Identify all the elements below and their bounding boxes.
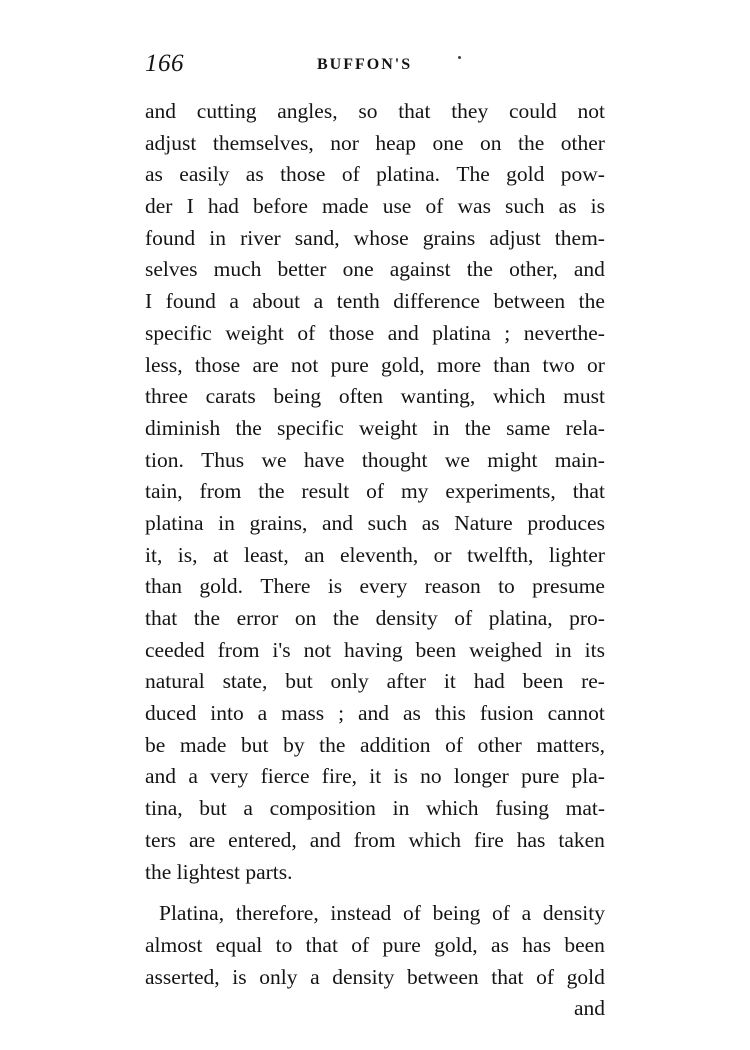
word: its — [584, 637, 605, 662]
word: which — [492, 384, 546, 409]
word: been — [564, 932, 605, 957]
word: weighed — [469, 637, 542, 662]
word: has — [516, 827, 546, 852]
word: has — [522, 932, 551, 957]
word: sand, — [294, 225, 340, 250]
word: equal — [215, 932, 263, 957]
word: between — [406, 964, 479, 989]
text-line — [145, 825, 605, 857]
word: in — [218, 510, 235, 535]
word: that — [491, 964, 524, 989]
word: three — [145, 384, 188, 409]
word: state, — [222, 669, 268, 694]
word: must — [563, 384, 605, 409]
word: between — [493, 289, 566, 314]
word: other — [560, 130, 605, 155]
text-line — [145, 508, 605, 540]
word: or — [587, 352, 605, 377]
word: re- — [581, 669, 605, 694]
word: is — [232, 964, 247, 989]
word: fusion — [479, 701, 534, 726]
word: found — [165, 289, 216, 314]
word: a — [310, 964, 320, 989]
text-line — [145, 476, 605, 508]
word: those — [194, 352, 241, 377]
word: ; — [338, 701, 345, 726]
word: difference — [393, 289, 480, 314]
word: cutting — [196, 99, 257, 123]
word: be — [145, 732, 166, 757]
word: them- — [554, 225, 605, 250]
word: in — [209, 225, 226, 250]
text-line — [145, 930, 605, 962]
word: parts. — [245, 859, 293, 884]
text-line — [145, 635, 605, 667]
word: presume — [532, 574, 605, 599]
word: is — [393, 764, 408, 789]
word: from — [353, 827, 396, 852]
text-line — [145, 761, 605, 793]
word: i's — [272, 637, 291, 662]
word: was — [457, 194, 491, 219]
text-line — [145, 350, 605, 382]
word: made — [322, 194, 369, 219]
word: an — [304, 542, 325, 567]
word: the — [319, 732, 346, 757]
word: which — [425, 796, 479, 821]
word: reason — [424, 574, 481, 599]
word: the — [145, 859, 172, 884]
word: often — [338, 384, 383, 409]
word: density — [542, 901, 605, 926]
word: produces — [527, 510, 605, 535]
word: being — [432, 901, 481, 926]
word: as — [245, 162, 264, 187]
word: gold, — [381, 352, 425, 377]
word: than — [145, 574, 183, 599]
word: is — [327, 574, 343, 599]
word: of — [454, 606, 473, 630]
word: of — [425, 194, 444, 219]
word: the — [193, 606, 221, 630]
word: tion. — [145, 447, 184, 472]
word: on — [294, 606, 317, 630]
word: to — [498, 574, 515, 599]
word: natural — [145, 669, 205, 694]
word: into — [210, 701, 244, 726]
word: the — [464, 415, 491, 440]
word: as — [558, 194, 577, 219]
word: before — [253, 194, 308, 219]
word: gold, — [434, 932, 478, 957]
word: fire — [473, 827, 504, 852]
word: density — [332, 964, 395, 989]
page-header — [145, 50, 605, 84]
word: which — [408, 827, 462, 852]
word: therefore, — [235, 901, 319, 926]
text-line — [145, 698, 605, 730]
text-line — [145, 603, 605, 635]
word: only — [259, 964, 298, 989]
word: this — [434, 701, 466, 726]
word: the — [258, 479, 285, 504]
word: not — [303, 637, 332, 662]
word: in — [554, 637, 572, 662]
word: platina, — [488, 606, 553, 630]
text-line — [145, 381, 605, 413]
word: not — [577, 99, 605, 123]
text-line — [145, 445, 605, 477]
word: longer — [453, 764, 509, 789]
running-head: BUFFON'S — [317, 56, 413, 73]
word: it, — [145, 542, 163, 567]
word: main- — [554, 447, 605, 472]
word: gold — [506, 162, 545, 187]
word: on — [480, 130, 502, 155]
word: might — [487, 447, 538, 472]
word: from — [199, 479, 242, 504]
word: composition — [269, 796, 376, 821]
word: river — [240, 225, 281, 250]
word: that — [145, 606, 178, 630]
word: the — [518, 130, 545, 155]
word: had — [473, 669, 505, 694]
word: and — [145, 764, 177, 789]
word: easily — [179, 162, 230, 187]
word: eleventh, — [340, 542, 419, 567]
word: one — [342, 257, 374, 282]
word: is, — [177, 542, 198, 567]
word: one — [432, 130, 464, 155]
word: the — [235, 415, 262, 440]
word: pure — [382, 932, 421, 957]
word: taken — [558, 827, 605, 852]
word: addition — [360, 732, 431, 757]
word: those — [328, 320, 375, 345]
word: a — [188, 764, 198, 789]
word: we — [444, 447, 470, 472]
word: to — [275, 932, 293, 957]
word: those — [280, 162, 326, 187]
word: two — [542, 352, 575, 377]
word: as — [145, 162, 163, 187]
word: by — [283, 732, 305, 757]
word: themselves, — [212, 130, 314, 155]
catchword-line — [145, 993, 605, 1025]
word: that — [398, 99, 431, 123]
word: against — [389, 257, 451, 282]
word: and — [358, 701, 390, 726]
word: selves — [145, 257, 198, 282]
word: other, — [509, 257, 558, 282]
word: mass — [281, 701, 325, 726]
word: Nature — [454, 510, 513, 535]
word: after — [386, 669, 427, 694]
word: from — [217, 637, 260, 662]
paragraph-1 — [145, 96, 605, 888]
word: pure — [330, 352, 369, 377]
word: are — [252, 352, 279, 377]
word: wanting, — [400, 384, 476, 409]
word: twelfth, — [467, 542, 534, 567]
word: every — [359, 574, 408, 599]
body-text — [145, 96, 605, 1025]
word: less, — [145, 352, 183, 377]
word: The — [456, 162, 490, 187]
word: and — [573, 257, 605, 282]
text-line — [145, 318, 605, 350]
word: only — [330, 669, 369, 694]
text-line — [145, 540, 605, 572]
word: as — [403, 701, 421, 726]
word: least, — [243, 542, 289, 567]
word: better — [277, 257, 327, 282]
word: it — [443, 669, 456, 694]
word: almost — [145, 932, 203, 957]
word: platina — [145, 510, 204, 535]
word: lightest — [176, 859, 240, 884]
word: that — [305, 932, 338, 957]
word: gold. — [199, 574, 243, 599]
word: found — [145, 225, 196, 250]
word: mat- — [565, 796, 605, 821]
word: my — [400, 479, 429, 504]
word: in — [392, 796, 410, 821]
word: weight — [225, 320, 284, 345]
text-line — [145, 730, 605, 762]
text-line — [145, 571, 605, 603]
text-line — [145, 898, 605, 930]
word: than — [493, 352, 531, 377]
text-line — [145, 286, 605, 318]
word: pla- — [571, 764, 605, 789]
word: pow- — [560, 162, 605, 187]
word: I — [145, 289, 153, 314]
word: we — [261, 447, 287, 472]
word: nor — [330, 130, 359, 155]
word: or — [433, 542, 452, 567]
word: a — [257, 701, 268, 726]
word: thought — [361, 447, 428, 472]
text-line — [145, 962, 605, 994]
word: could — [508, 99, 557, 123]
word: but — [241, 732, 269, 757]
word: been — [522, 669, 564, 694]
page-number: 166 — [145, 50, 184, 77]
word: I — [186, 194, 194, 219]
word: are — [188, 827, 216, 852]
word: pro- — [569, 606, 605, 630]
word: of — [366, 479, 385, 504]
text-line — [145, 413, 605, 445]
word: and — [309, 827, 341, 852]
word: a — [313, 289, 324, 314]
word: error — [236, 606, 279, 630]
word: adjust — [489, 225, 541, 250]
text-line — [145, 666, 605, 698]
word: fire, — [321, 764, 357, 789]
word: a — [229, 289, 239, 314]
word: of — [492, 901, 510, 926]
word: specific — [276, 415, 344, 440]
word: specific — [145, 320, 212, 345]
word: so — [358, 99, 378, 123]
word: such — [505, 194, 545, 219]
word: been — [415, 637, 457, 662]
word: matters, — [536, 732, 605, 757]
word: Platina, — [159, 901, 225, 926]
word: use — [382, 194, 412, 219]
word: fierce — [260, 764, 310, 789]
word: There — [260, 574, 311, 599]
word: duced — [145, 701, 197, 726]
text-line — [145, 96, 605, 128]
word: ceeded — [145, 637, 205, 662]
word: a — [243, 796, 253, 821]
word: of — [351, 932, 370, 957]
text-line — [145, 857, 605, 889]
word: other — [477, 732, 522, 757]
text-line — [145, 191, 605, 223]
text-line — [145, 159, 605, 191]
word: neverthe- — [523, 320, 605, 345]
word: at — [212, 542, 229, 567]
word: that — [572, 479, 605, 504]
word: density — [375, 606, 438, 630]
word: the — [332, 606, 360, 630]
word: der — [145, 194, 173, 219]
word: experiments, — [445, 479, 556, 504]
word: ; — [504, 320, 511, 345]
word: of — [341, 162, 360, 187]
word: result — [301, 479, 350, 504]
word: rela- — [565, 415, 605, 440]
word: of — [445, 732, 463, 757]
word: cannot — [547, 701, 605, 726]
word: not — [290, 352, 319, 377]
word: weight — [359, 415, 418, 440]
word: have — [303, 447, 345, 472]
word: the — [578, 289, 605, 314]
word: no — [420, 764, 442, 789]
word: more — [436, 352, 482, 377]
word: adjust — [145, 130, 197, 155]
word: a — [521, 901, 532, 926]
word: Thus — [201, 447, 245, 472]
word: lighter — [548, 542, 605, 567]
word: platina — [432, 320, 491, 345]
word: very — [210, 764, 249, 789]
word: of — [402, 901, 421, 926]
word: as — [491, 932, 509, 957]
word: having — [344, 637, 403, 662]
word: fusing — [495, 796, 549, 821]
word: but — [285, 669, 313, 694]
word: had — [207, 194, 239, 219]
word: and — [387, 320, 419, 345]
word: much — [213, 257, 262, 282]
word: the — [466, 257, 493, 282]
word: of — [536, 964, 555, 989]
word: about — [252, 289, 301, 314]
word: tina, — [145, 796, 183, 821]
word: heap — [375, 130, 416, 155]
word: as — [421, 510, 440, 535]
word: in — [432, 415, 450, 440]
word: asserted, — [145, 964, 220, 989]
word: made — [179, 732, 227, 757]
word: of — [297, 320, 316, 345]
word: carats — [205, 384, 256, 409]
word: but — [199, 796, 227, 821]
word: instead — [330, 901, 392, 926]
word: platina. — [376, 162, 440, 187]
word: ters — [145, 827, 177, 852]
word: it — [369, 764, 382, 789]
text-line — [145, 128, 605, 160]
text-line — [145, 793, 605, 825]
word: such — [367, 510, 408, 535]
word: angles, — [277, 99, 338, 123]
paragraph-gap — [145, 888, 605, 898]
word: tain, — [145, 479, 183, 504]
print-speck — [458, 56, 461, 59]
word: same — [506, 415, 551, 440]
word: pure — [521, 764, 560, 789]
word: whose — [353, 225, 409, 250]
word: grains, — [249, 510, 308, 535]
paragraph-2 — [145, 898, 605, 993]
word: diminish — [145, 415, 221, 440]
word: tenth — [336, 289, 380, 314]
word: gold — [566, 964, 605, 989]
word: and — [145, 99, 177, 123]
word: entered, — [228, 827, 297, 852]
word: grains — [422, 225, 476, 250]
word: is — [590, 194, 605, 219]
word: they — [451, 99, 489, 123]
word: being — [273, 384, 322, 409]
text-line — [145, 254, 605, 286]
text-line — [145, 223, 605, 255]
catchword: and — [573, 996, 605, 1021]
word: and — [322, 510, 354, 535]
